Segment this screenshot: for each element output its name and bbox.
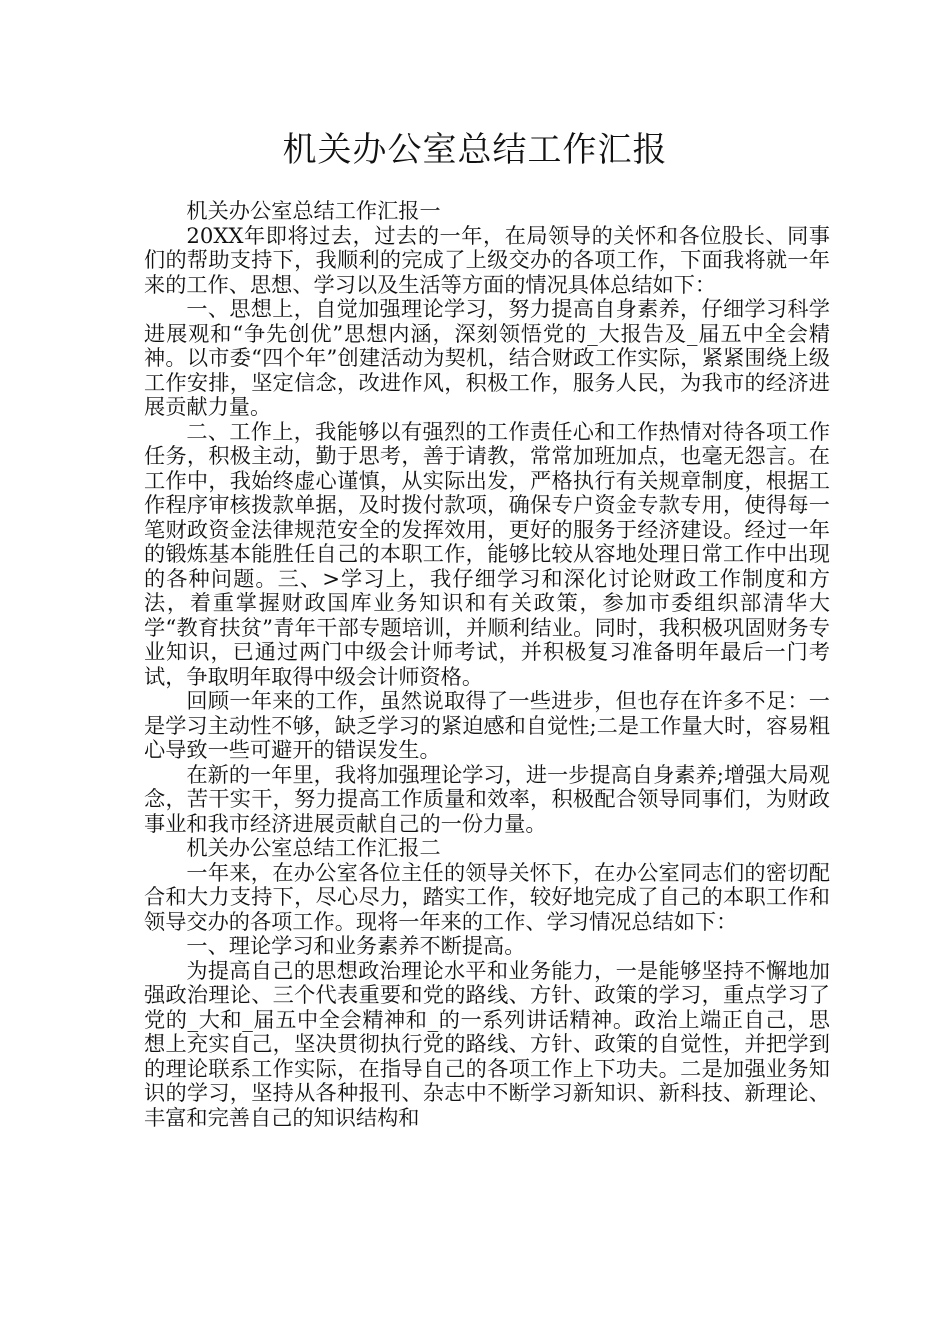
paragraph-subheading: 一、理论学习和业务素养不断提高。 bbox=[186, 933, 526, 958]
paragraph-thought: 一、思想上，自觉加强理论学习，努力提高自身素养，仔细学习科学进展观和“争先创优”思想内涵，深刻领悟党的_大报告及_届五中全会精神。以市委“四个年”创建活动为契机，结合财政工作实际，紧紧围绕上级工作安排，坚定信念，改进作风，积极工作，服务人民，为我市的经济进展贡献力量。 bbox=[144, 296, 830, 419]
section-heading-2: 机关办公室总结工作汇报二 bbox=[186, 835, 441, 860]
paragraph-intro: 20XX年即将过去，过去的一年，在局领导的关怀和各位股长、同事们的帮助支持下，我顺利的完成了上级交办的各项工作，下面我将就一年来的工作、思想、学习以及生活等方面的情况具体总结如下： bbox=[144, 222, 830, 297]
document-body bbox=[144, 199, 830, 1130]
paragraph-review: 回顾一年来的工作，虽然说取得了一些进步，但也存在许多不足：一是学习主动性不够，缺乏学习的紧迫感和自觉性;二是工作量大时，容易粗心导致一些可避开的错误发生。 bbox=[144, 688, 830, 762]
document-title: 机关办公室总结工作汇报 bbox=[282, 130, 668, 170]
paragraph-work: 二、工作上，我能够以有强烈的工作责任心和工作热情对待各项工作任务，积极主动，勤于思考，善于请教，常常加班加点，也毫无怨言。在工作中，我始终虚心谨慎，从实际出发，严格执行有关规章制度，根据工作程序审核拨款单据，及时拨付款项，确保专户资金专款专用，使得每一笔财政资金法律规范安全的发挥效用，更好的服务于经济建设。经过一年的锻炼基本能胜任自己的本职工作，能够比较从容地处理日常工作中出现的各种问题。三、>学习上，我仔细学习和深化讨论财政工作制度和方法，着重掌握财政国库业务知识和有关政策，参加市委组织部清华大学“教育扶贫”青年干部专题培训，并顺利结业。同时，我积极巩固财务专业知识，已通过两门中级会计师考试，并积极复习准备明年最后一门考试，争取明年取得中级会计师资格。 bbox=[144, 418, 830, 689]
paragraph-new-year: 在新的一年里，我将加强理论学习，进一步提高自身素养;增强大局观念，苦干实干，努力提高工作质量和效率，积极配合领导同事们，为财政事业和我市经济进展贡献自己的一份力量。 bbox=[144, 761, 830, 836]
paragraph-intro-2: 一年来，在办公室各位主任的领导关怀下，在办公室同志们的密切配合和大力支持下，尽心尽力，踏实工作，较好地完成了自己的本职工作和领导交办的各项工作。现将一年来的工作、学习情况总结如下： bbox=[144, 859, 830, 934]
section-heading-1: 机关办公室总结工作汇报一 bbox=[186, 198, 441, 223]
paragraph-study: 为提高自己的思想政治理论水平和业务能力，一是能够坚持不懈地加强政治理论、三个代表重要和党的路线、方针、政策的学习，重点学习了党的_大和_届五中全会精神和_的一系列讲话精神。政治上端正自己，思想上充实自己，坚决贯彻执行党的路线、方针、政策的自觉性，并把学到的理论联系工作实际，在指导自己的各项工作上下功夫。二是加强业务知识的学习，坚持从各种报刊、杂志中不断学习新知识、新科技、新理论、丰富和完善自己的知识结构和 bbox=[144, 957, 830, 1130]
